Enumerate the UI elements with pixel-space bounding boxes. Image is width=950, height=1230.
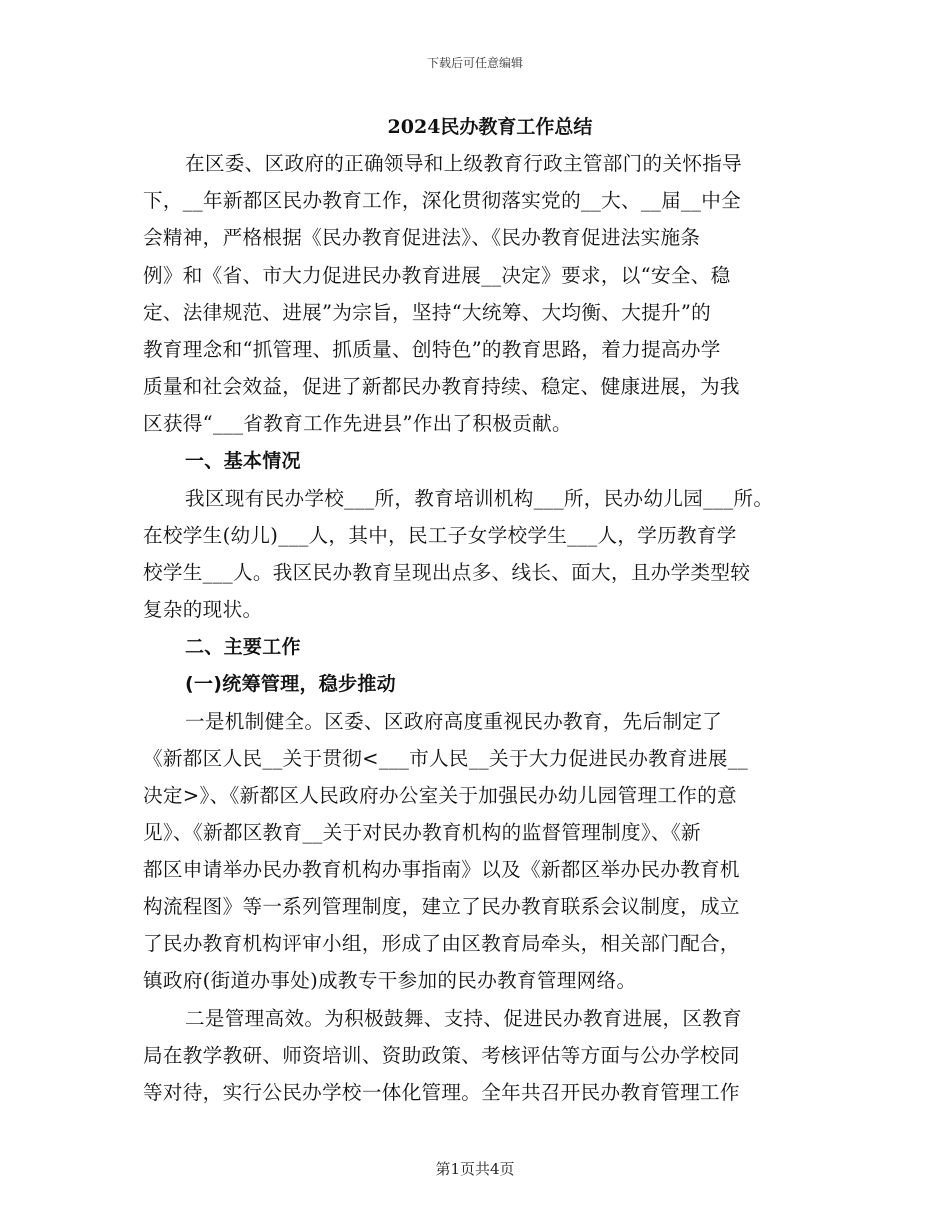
- paragraph-line: 复杂的现状。: [143, 598, 263, 621]
- paragraph-line: 等对待，实行公民办学校一体化管理。全年共召开民办教育管理工作: [143, 1081, 740, 1104]
- paragraph-line: 决定>》、《新都区人民政府办公室关于加强民办幼儿园管理工作的意: [143, 784, 737, 807]
- paragraph-line: 下，__年新都区民办教育工作，深化贯彻落实党的__大、__届__中全: [143, 189, 742, 212]
- paragraph-line: 定、法律规范、进展”为宗旨，坚持“大统筹、大均衡、大提升”的: [143, 301, 712, 324]
- paragraph-line: 见》、《新都区教育__关于对民办教育机构的监督管理制度》、《新: [143, 821, 701, 844]
- paragraph-line: 区获得“___省教育工作先进县”作出了积极贡献。: [143, 412, 572, 435]
- page-number-footer: 第1页共4页: [435, 1160, 515, 1178]
- page-header: 下载后可任意编辑: [426, 56, 523, 70]
- paragraph-line: 在校学生(幼儿)___人，其中，民工子女学校学生___人，学历教育学: [143, 524, 737, 547]
- paragraph-line: 在区委、区政府的正确领导和上级教育行政主管部门的关怀指导: [185, 152, 743, 175]
- paragraph-line: 我区现有民办学校___所，教育培训机构___所，民办幼儿园___所。: [185, 487, 774, 510]
- paragraph-line: 例》和《省、市大力促进民办教育进展__决定》要求，以“安全、稳: [143, 264, 731, 287]
- paragraph-line: 了民办教育机构评审小组，形成了由区教育局牵头，相关部门配合，: [143, 932, 740, 955]
- paragraph-line: 都区申请举办民办教育机构办事指南》以及《新都区举办民办教育机: [143, 858, 740, 881]
- paragraph-line: 《新都区人民__关于贯彻<___市人民__关于大力促进民办教育进展__: [143, 747, 748, 770]
- document-title: 2024民办教育工作总结: [387, 116, 593, 138]
- paragraph-line: 一是机制健全。区委、区政府高度重视民办教育，先后制定了: [185, 710, 723, 733]
- paragraph-line: 校学生___人。我区民办教育呈现出点多、线长、面大，且办学类型较: [143, 561, 751, 584]
- paragraph-line: 镇政府(街道办事处)成教专干参加的民办教育管理网络。: [143, 969, 637, 992]
- section-heading: 二、主要工作: [185, 636, 301, 658]
- paragraph-line: 教育理念和“抓管理、抓质量、创特色”的教育思路，着力提高办学: [143, 338, 721, 361]
- paragraph-line: 构流程图》等一系列管理制度，建立了民办教育联系会议制度，成立: [143, 895, 740, 918]
- subsection-heading: (一)统筹管理，稳步推动: [185, 673, 396, 695]
- paragraph-line: 局在教学教研、师资培训、资助政策、考核评估等方面与公办学校同: [143, 1044, 740, 1067]
- paragraph-line: 会精神，严格根据《民办教育促进法》、《民办教育促进法实施条: [143, 226, 701, 249]
- section-heading: 一、基本情况: [185, 450, 301, 472]
- paragraph-line: 质量和社会效益，促进了新都民办教育持续、稳定、健康进展，为我: [143, 375, 740, 398]
- paragraph-line: 二是管理高效。为积极鼓舞、支持、促进民办教育进展，区教育: [185, 1007, 743, 1030]
